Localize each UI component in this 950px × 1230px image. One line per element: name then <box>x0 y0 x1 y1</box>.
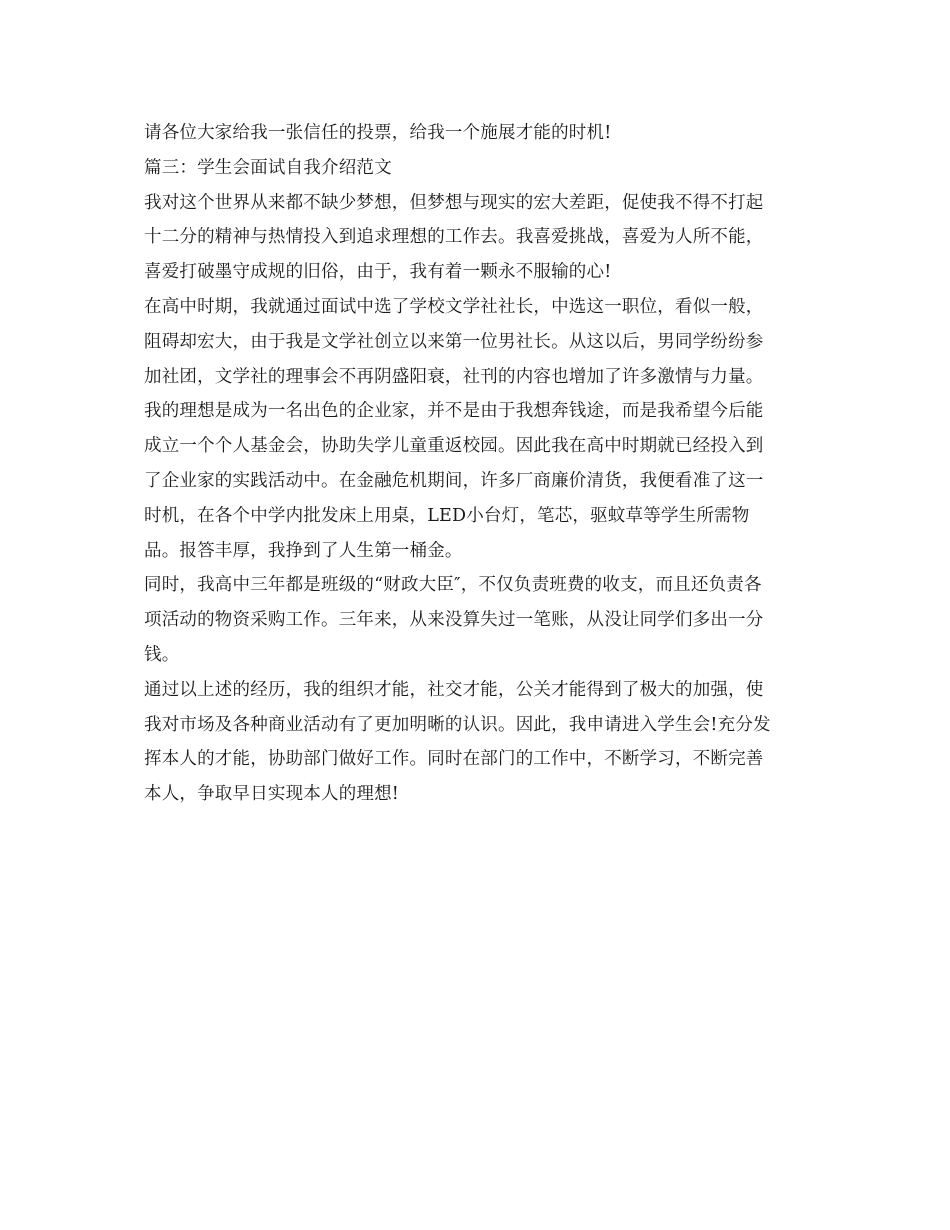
document-body <box>144 116 814 812</box>
text-line: 喜爱打破墨守成规的旧俗，由于，我有着一颗永不服输的心! <box>144 262 612 283</box>
text-line: 通过以上述的经历，我的组织才能，社交才能，公关才能得到了极大的加强，使 <box>144 679 764 700</box>
text-line: 了企业家的实践活动中。在金融危机期间，许多厂商廉价清货，我便看准了这一 <box>144 470 764 491</box>
text-line: 我对市场及各种商业活动有了更加明晰的认识。因此，我申请进入学生会!充分发 <box>144 714 771 735</box>
text-line: 十二分的精神与热情投入到追求理想的工作去。我喜爱挑战，喜爱为人所不能， <box>144 227 764 248</box>
text-line: 同时，我高中三年都是班级的“财政大臣″，不仅负责班费的收支，而且还负责各 <box>144 575 762 596</box>
text-line: 成立一个个人基金会，协助失学儿童重返校园。因此我在高中时期就已经投入到 <box>144 436 764 457</box>
text-line: 请各位大家给我一张信任的投票，给我一个施展才能的时机! <box>144 123 612 143</box>
text-line: 时机，在各个中学内批发床上用桌，LED小台灯，笔芯，驱蚊草等学生所需物 <box>144 505 750 526</box>
text-line: 钱。 <box>144 644 180 665</box>
text-line: 本人，争取早日实现本人的理想! <box>144 784 400 805</box>
section-heading: 篇三：学生会面试自我介绍范文 <box>144 157 392 178</box>
text-line: 加社团，文学社的理事会不再阴盛阳衰，社刊的内容也增加了许多激情与力量。 <box>144 366 764 387</box>
text-line: 品。报答丰厚，我挣到了人生第一桶金。 <box>144 540 463 561</box>
text-line: 阻碍却宏大，由于我是文学社创立以来第一位男社长。从这以后，男同学纷纷参 <box>144 331 764 352</box>
text-line: 挥本人的才能，协助部门做好工作。同时在部门的工作中，不断学习，不断完善 <box>144 749 764 770</box>
text-line: 在高中时期，我就通过面试中选了学校文学社社长，中选这一职位，看似一般， <box>144 296 764 317</box>
text-line: 我对这个世界从来都不缺少梦想，但梦想与现实的宏大差距，促使我不得不打起 <box>144 192 764 213</box>
text-line: 项活动的物资采购工作。三年来，从来没算失过一笔账，从没让同学们多出一分 <box>144 610 764 631</box>
text-line: 我的理想是成为一名出色的企业家，并不是由于我想奔钱途，而是我希望今后能 <box>144 401 764 422</box>
